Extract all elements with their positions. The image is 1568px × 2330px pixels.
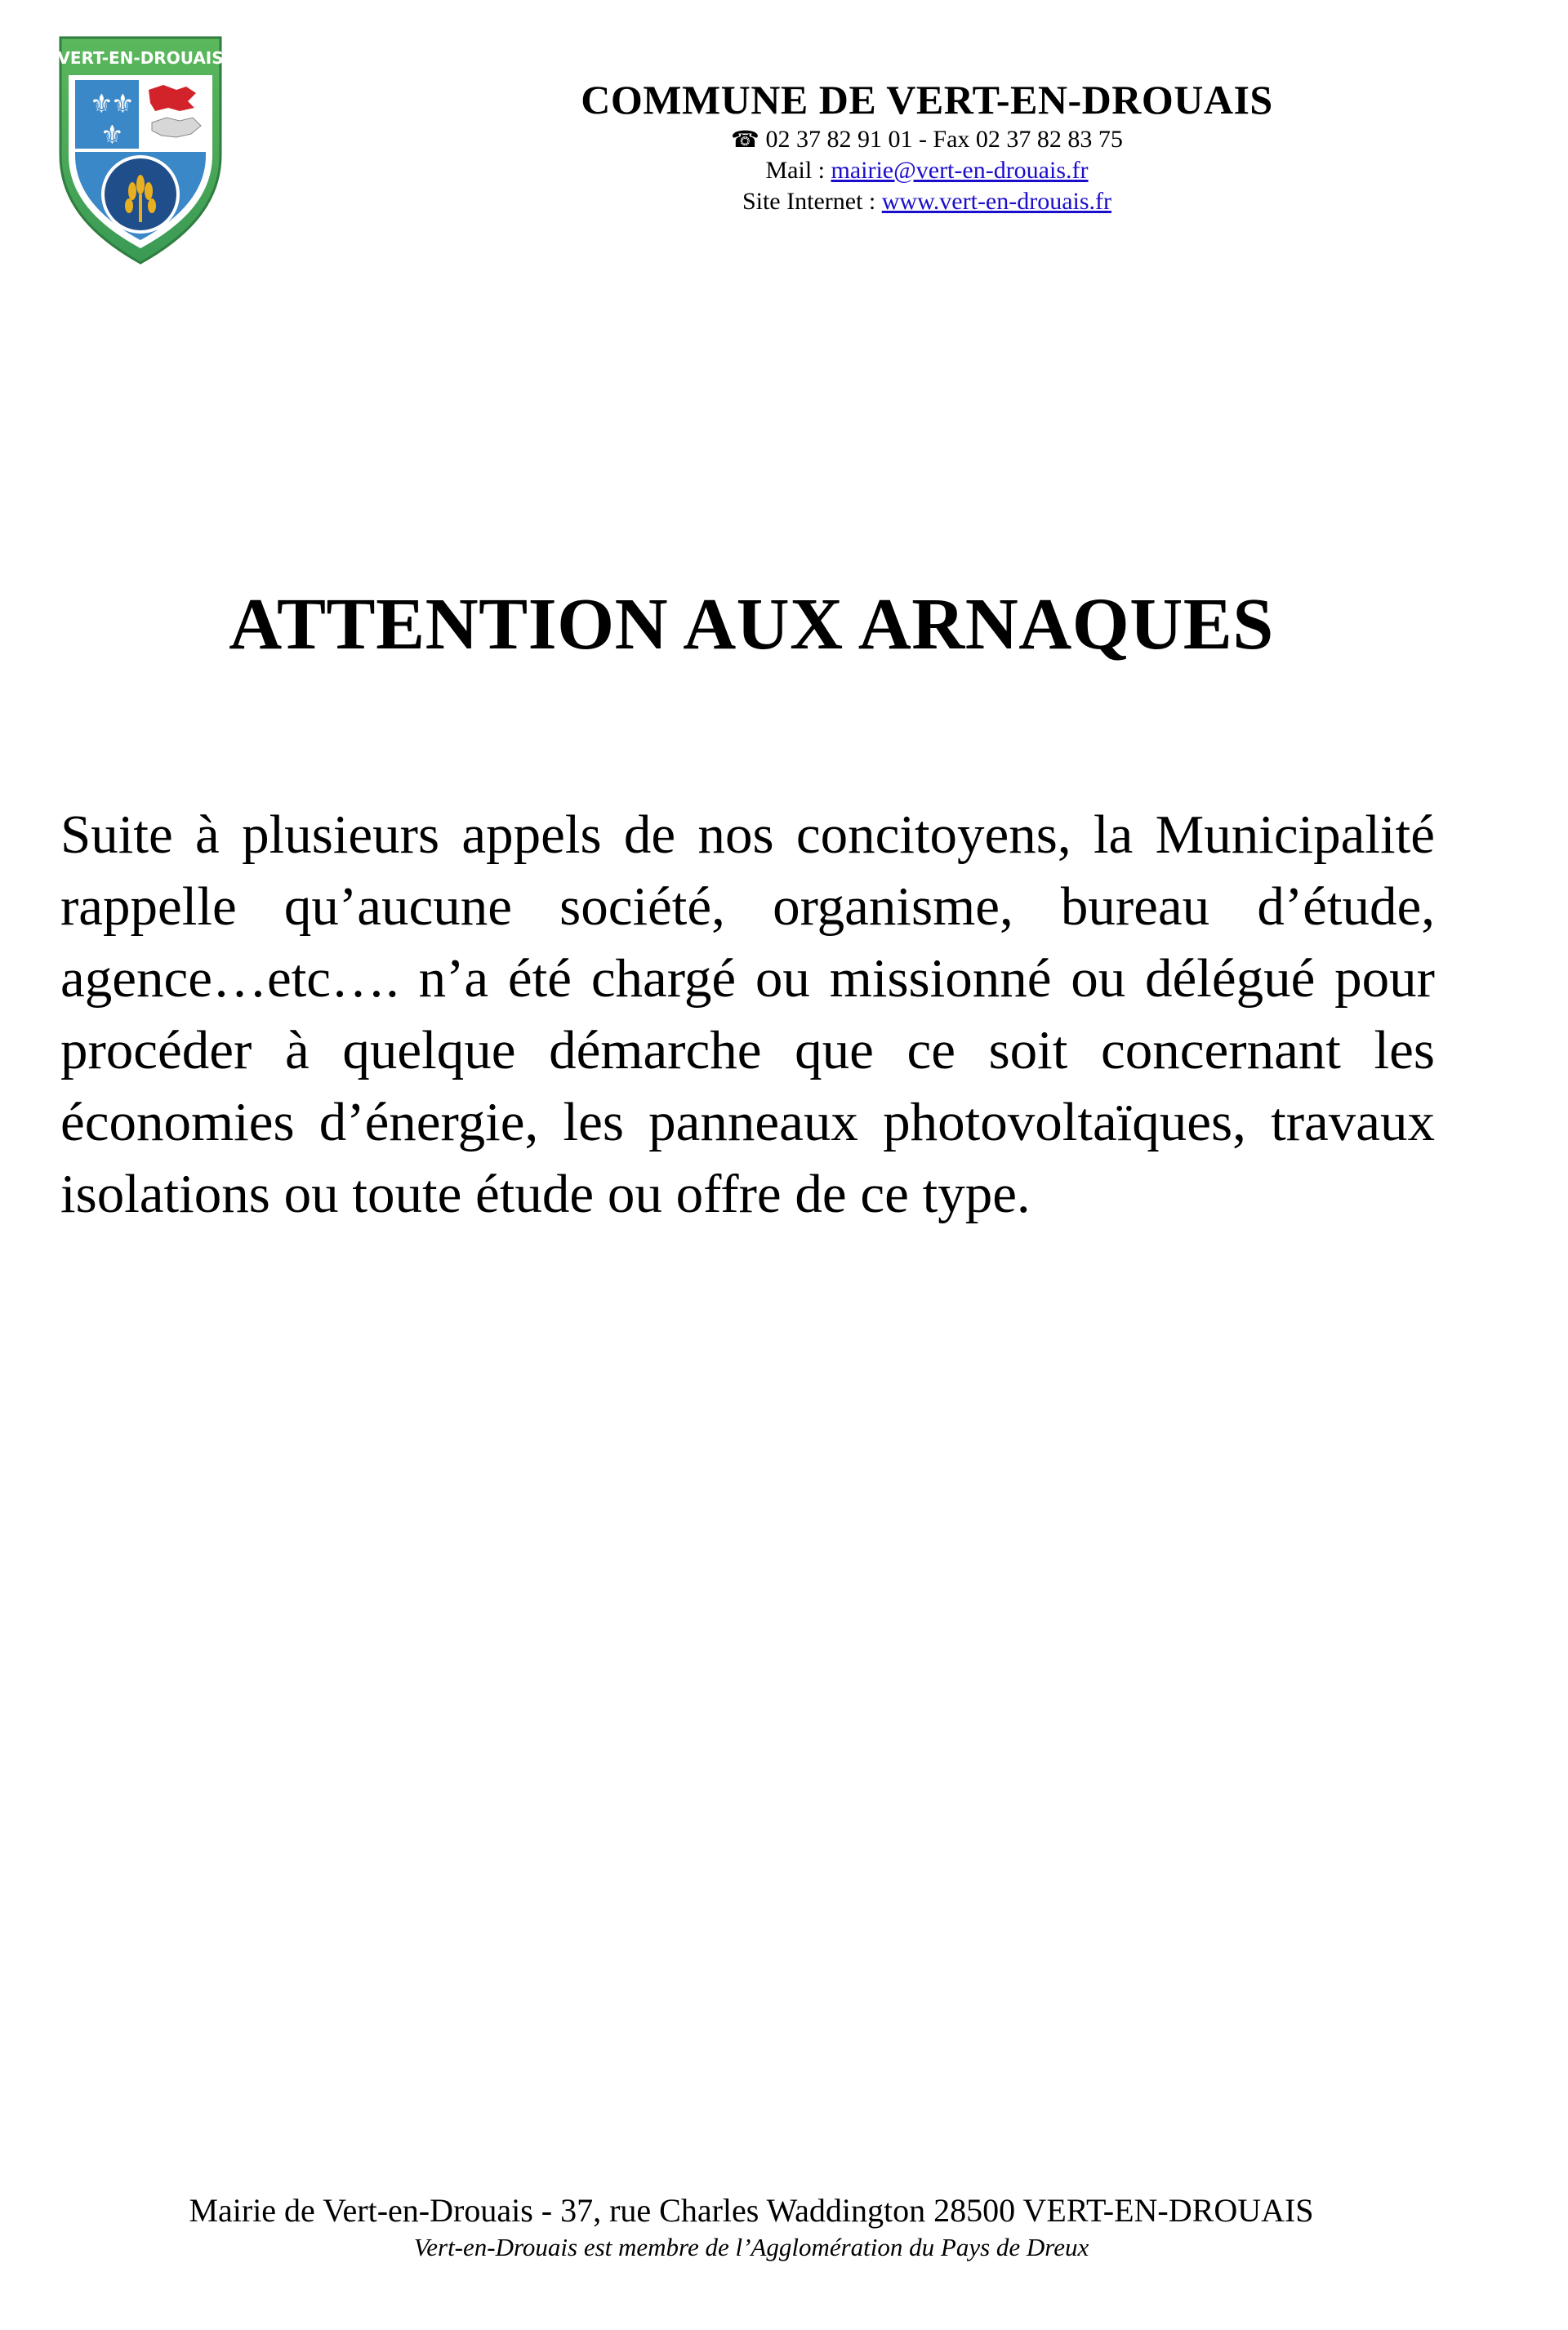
notice-body: Suite à plusieurs appels de nos concitoyens, la Municipalité rappelle qu’aucune société, organisme, bureau d’étude, agence…etc…. n’a été chargé ou missionné ou délégué pour procéder à quelque démarche que ce soit concernant les économies d’énergie, les panneaux photovoltaïques, travaux isolations ou toute étude ou offre de ce type.	[60, 804, 1435, 1224]
mail-line	[457, 155, 1396, 186]
svg-text:⚜: ⚜	[90, 88, 114, 119]
footer-address: Mairie de Vert-en-Drouais - 37, rue Charles Waddington 28500 VERT-EN-DROUAIS	[189, 2192, 1314, 2229]
footer	[0, 2190, 1503, 2264]
svg-text:⚜: ⚜	[111, 88, 135, 119]
website-label: Site Internet :	[742, 188, 882, 215]
svg-text:⚜: ⚜	[100, 119, 124, 150]
commune-name: COMMUNE DE VERT-EN-DROUAIS	[581, 77, 1273, 123]
phone-fax-text: 02 37 82 91 01 - Fax 02 37 82 83 75	[765, 126, 1123, 153]
mail-label: Mail :	[765, 157, 831, 184]
footer-membership: Vert-en-Drouais est membre de l’Agglomération du Pays de Dreux	[413, 2233, 1089, 2261]
website-link[interactable]: www.vert-en-drouais.fr	[881, 188, 1112, 215]
website-line	[457, 186, 1396, 217]
mail-link[interactable]: mairie@vert-en-drouais.fr	[831, 157, 1089, 184]
notice-title: ATTENTION AUX ARNAQUES	[229, 584, 1274, 665]
letterhead	[457, 75, 1396, 217]
phone-icon: ☎	[731, 126, 760, 153]
crest-banner-text: VERT-EN-DROUAIS	[57, 48, 224, 68]
phone-fax-line	[457, 124, 1396, 155]
commune-crest-logo	[57, 33, 224, 266]
